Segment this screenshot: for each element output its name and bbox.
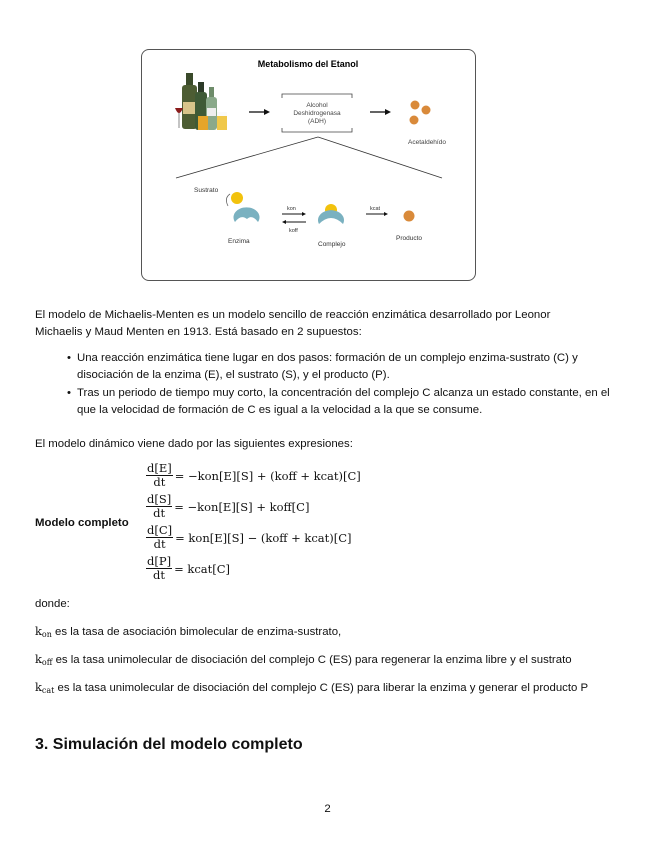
bullet-icon: • — [67, 352, 71, 364]
model-label: Modelo completo — [35, 517, 129, 529]
ethanol-metabolism-figure — [141, 49, 476, 281]
svg-text:Enzima: Enzima — [228, 238, 250, 245]
figure-title: Metabolismo del Etanol — [257, 59, 359, 69]
complex-icon — [318, 210, 344, 224]
svg-text:(ADH): (ADH) — [307, 118, 327, 125]
svg-text:Complejo: Complejo — [318, 241, 346, 248]
substrate-icon — [231, 192, 243, 204]
definition-kon: $k_{on}$ es la tasa de asociación bimolecular de enzima-sustrato, — [35, 624, 342, 639]
page-number: 2 — [324, 803, 331, 815]
section-heading: 3. Simulación del modelo completo — [35, 736, 303, 753]
list-item: • Una reacción enzimática tiene lugar en dos pasos: formación de un complejo enzima-sustrato (C) y disociación de la enzima (E), el sustrato (S), y el producto (P). — [67, 352, 578, 381]
donde-label: donde: — [35, 598, 70, 610]
svg-text:Producto: Producto — [396, 235, 423, 242]
adh-box — [282, 94, 352, 132]
svg-text:Alcohol: Alcohol — [306, 102, 328, 109]
equation-c: $\frac{d[C]}{dt}$ = kon[E][S] − (koff + kcat)[C] — [147, 523, 352, 551]
equation-e: $\frac{d[E]}{dt}$ = −kon[E][S] + (koff + kcat)[C] — [147, 461, 361, 489]
list-item: • Tras un periodo de tiempo muy corto, la concentración del complejo C alcanza un estado constante, en el que la velocidad de formación de C es igual a la velocidad a la que se consume. — [67, 387, 610, 416]
svg-text:Acetaldehído: Acetaldehído — [408, 139, 446, 146]
svg-text:Deshidrogenasa: Deshidrogenasa — [293, 110, 341, 117]
definition-kcat: $k_{cat}$ es la tasa unimolecular de disociación del complejo C (ES) para liberar la enzima y generar el producto P — [35, 680, 589, 695]
enzyme-icon — [234, 207, 260, 222]
equation-p: $\frac{d[P]}{dt}$ = kcat[C] — [147, 554, 231, 582]
svg-text:Sustrato: Sustrato — [194, 187, 219, 194]
product-icon — [404, 211, 415, 222]
svg-text:koff: koff — [289, 228, 298, 234]
svg-text:kon: kon — [287, 206, 296, 212]
dynamic-intro: El modelo dinámico viene dado por las siguientes expresiones: — [35, 438, 353, 450]
svg-text:kcat: kcat — [370, 206, 381, 212]
acetaldehyde-icon — [410, 101, 431, 125]
equations-block — [146, 460, 361, 584]
intro-paragraph: El modelo de Michaelis-Menten es un modelo sencillo de reacción enzimática desarrollado por Leonor Michaelis y Maud Menten en 1913. Está basado en 2 supuestos: — [35, 309, 551, 338]
figure-drawing — [142, 50, 474, 279]
bullet-icon: • — [67, 387, 71, 399]
bottles-icon — [175, 73, 227, 130]
definition-koff: $k_{off}$ es la tasa unimolecular de disociación del complejo C (ES) para regenerar la enzima libre y el sustrato — [35, 652, 572, 667]
equation-s: $\frac{d[S]}{dt}$ = −kon[E][S] + koff[C] — [147, 492, 310, 520]
